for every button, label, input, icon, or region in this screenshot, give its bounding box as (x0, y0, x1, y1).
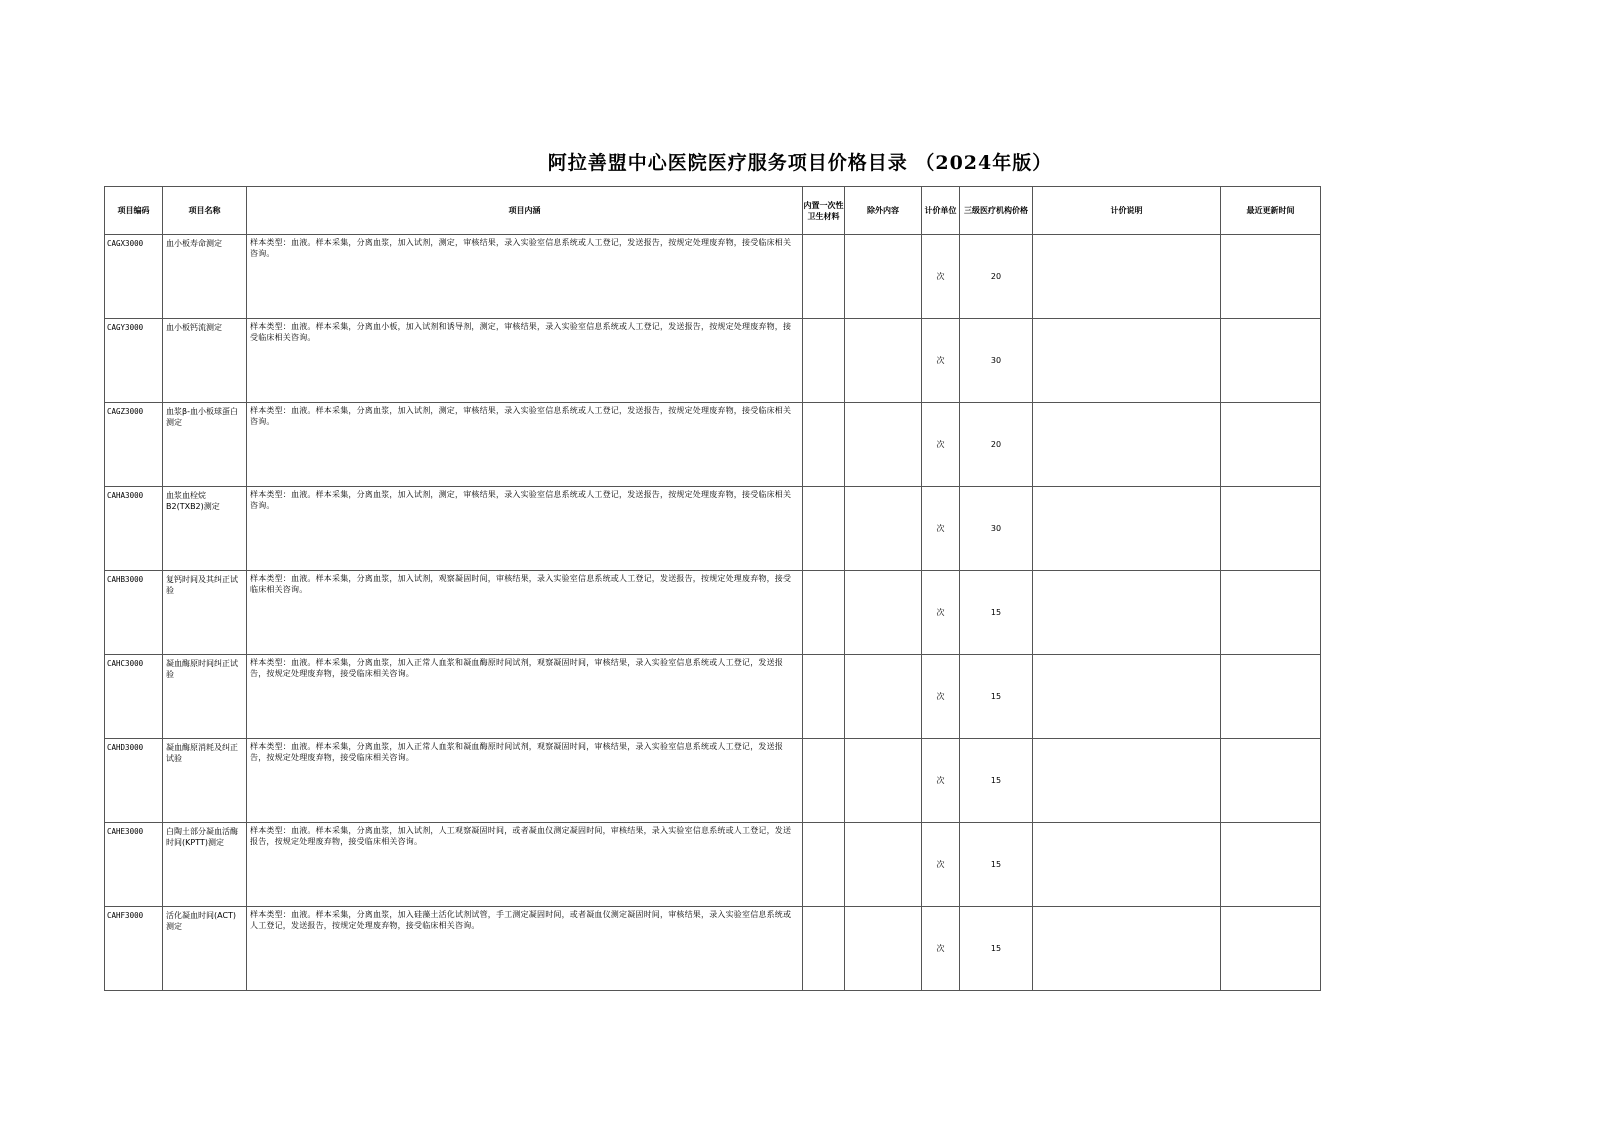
item-name: 活化凝血时间(ACT)测定 (163, 907, 247, 991)
item-updated (1221, 487, 1321, 571)
item-note (1033, 571, 1221, 655)
header-code: 项目编码 (105, 187, 163, 235)
item-unit: 次 (922, 319, 960, 403)
item-note (1033, 655, 1221, 739)
item-code: CAGX3000 (105, 235, 163, 319)
price-catalog-table (104, 186, 1321, 991)
item-note (1033, 907, 1221, 991)
table-row (105, 739, 1321, 823)
table-row (105, 319, 1321, 403)
item-material (803, 571, 845, 655)
item-unit: 次 (922, 655, 960, 739)
item-updated (1221, 235, 1321, 319)
header-material: 内置一次性卫生材料 (803, 187, 845, 235)
page-title: 阿拉善盟中心医院医疗服务项目价格目录 （2024年版） (547, 152, 1053, 174)
item-unit: 次 (922, 571, 960, 655)
header-price: 三级医疗机构价格 (960, 187, 1033, 235)
item-name: 血小板钙流测定 (163, 319, 247, 403)
table-row (105, 235, 1321, 319)
item-price: 20 (960, 403, 1033, 487)
item-unit: 次 (922, 823, 960, 907)
item-excluded (845, 571, 922, 655)
item-name: 凝血酶原时间纠正试验 (163, 655, 247, 739)
item-material (803, 823, 845, 907)
table-row (105, 403, 1321, 487)
item-name: 白陶土部分凝血活酶时间(KPTT)测定 (163, 823, 247, 907)
item-unit: 次 (922, 487, 960, 571)
item-note (1033, 739, 1221, 823)
item-content: 样本类型：血液。样本采集，分离血浆，加入试剂，观察凝固时间，审核结果，录入实验室信息系统或人工登记，发送报告，按规定处理废弃物，接受临床相关咨询。 (247, 571, 803, 655)
header-name: 项目名称 (163, 187, 247, 235)
item-code: CAHA3000 (105, 487, 163, 571)
item-name: 血浆血栓烷B2(TXB2)测定 (163, 487, 247, 571)
item-material (803, 739, 845, 823)
item-content: 样本类型：血液。样本采集，分离血浆，加入试剂，人工观察凝固时间，或者凝血仪测定凝固时间，审核结果，录入实验室信息系统或人工登记，发送报告，按规定处理废弃物，接受临床相关咨询。 (247, 823, 803, 907)
item-code: CAHD3000 (105, 739, 163, 823)
item-material (803, 655, 845, 739)
item-note (1033, 487, 1221, 571)
item-excluded (845, 319, 922, 403)
item-content: 样本类型：血液。样本采集，分离血浆，加入硅藻土活化试剂试管，手工测定凝固时间，或者凝血仪测定凝固时间，审核结果，录入实验室信息系统或人工登记，发送报告，按规定处理废弃物，接受临床相关咨询。 (247, 907, 803, 991)
item-updated (1221, 739, 1321, 823)
item-updated (1221, 907, 1321, 991)
item-unit: 次 (922, 235, 960, 319)
item-code: CAHF3000 (105, 907, 163, 991)
item-unit: 次 (922, 907, 960, 991)
item-code: CAGY3000 (105, 319, 163, 403)
item-name: 凝血酶原消耗及纠正试验 (163, 739, 247, 823)
item-note (1033, 403, 1221, 487)
item-name: 血小板寿命测定 (163, 235, 247, 319)
item-price: 30 (960, 319, 1033, 403)
item-excluded (845, 487, 922, 571)
item-code: CAHC3000 (105, 655, 163, 739)
item-content: 样本类型：血液。样本采集，分离血浆，加入正常人血浆和凝血酶原时间试剂，观察凝固时间，审核结果，录入实验室信息系统或人工登记，发送报告，按规定处理废弃物，接受临床相关咨询。 (247, 655, 803, 739)
item-material (803, 487, 845, 571)
item-unit: 次 (922, 403, 960, 487)
header-updated: 最近更新时间 (1221, 187, 1321, 235)
item-content: 样本类型：血液。样本采集，分离血浆，加入试剂，测定，审核结果，录入实验室信息系统或人工登记，发送报告，按规定处理废弃物，接受临床相关咨询。 (247, 235, 803, 319)
item-excluded (845, 739, 922, 823)
item-excluded (845, 235, 922, 319)
item-material (803, 403, 845, 487)
item-content: 样本类型：血液。样本采集，分离血浆，加入试剂，测定，审核结果，录入实验室信息系统或人工登记，发送报告，按规定处理废弃物，接受临床相关咨询。 (247, 403, 803, 487)
item-note (1033, 235, 1221, 319)
item-code: CAHB3000 (105, 571, 163, 655)
item-price: 15 (960, 823, 1033, 907)
item-material (803, 907, 845, 991)
item-updated (1221, 571, 1321, 655)
item-note (1033, 823, 1221, 907)
item-excluded (845, 655, 922, 739)
item-content: 样本类型：血液。样本采集，分离血浆，加入试剂，测定，审核结果，录入实验室信息系统或人工登记，发送报告，按规定处理废弃物，接受临床相关咨询。 (247, 487, 803, 571)
item-updated (1221, 319, 1321, 403)
item-note (1033, 319, 1221, 403)
item-price: 20 (960, 235, 1033, 319)
item-content: 样本类型：血液。样本采集，分离血浆，加入正常人血浆和凝血酶原时间试剂，观察凝固时间，审核结果，录入实验室信息系统或人工登记，发送报告，按规定处理废弃物，接受临床相关咨询。 (247, 739, 803, 823)
item-excluded (845, 907, 922, 991)
item-price: 15 (960, 907, 1033, 991)
item-excluded (845, 823, 922, 907)
item-material (803, 319, 845, 403)
header-excluded: 除外内容 (845, 187, 922, 235)
item-price: 15 (960, 571, 1033, 655)
table-row (105, 487, 1321, 571)
table-row (105, 655, 1321, 739)
header-content: 项目内涵 (247, 187, 803, 235)
item-excluded (845, 403, 922, 487)
table-row (105, 823, 1321, 907)
item-code: CAHE3000 (105, 823, 163, 907)
item-code: CAGZ3000 (105, 403, 163, 487)
item-price: 15 (960, 739, 1033, 823)
header-note: 计价说明 (1033, 187, 1221, 235)
item-updated (1221, 823, 1321, 907)
item-name: 复钙时间及其纠正试验 (163, 571, 247, 655)
table-row (105, 907, 1321, 991)
item-material (803, 235, 845, 319)
item-name: 血浆β-血小板球蛋白测定 (163, 403, 247, 487)
header-row (105, 187, 1321, 235)
header-unit: 计价单位 (922, 187, 960, 235)
item-unit: 次 (922, 739, 960, 823)
item-updated (1221, 655, 1321, 739)
item-updated (1221, 403, 1321, 487)
item-content: 样本类型：血液。样本采集，分离血小板，加入试剂和诱导剂，测定，审核结果，录入实验室信息系统或人工登记，发送报告，按规定处理废弃物，接受临床相关咨询。 (247, 319, 803, 403)
table-row (105, 571, 1321, 655)
item-price: 30 (960, 487, 1033, 571)
item-price: 15 (960, 655, 1033, 739)
